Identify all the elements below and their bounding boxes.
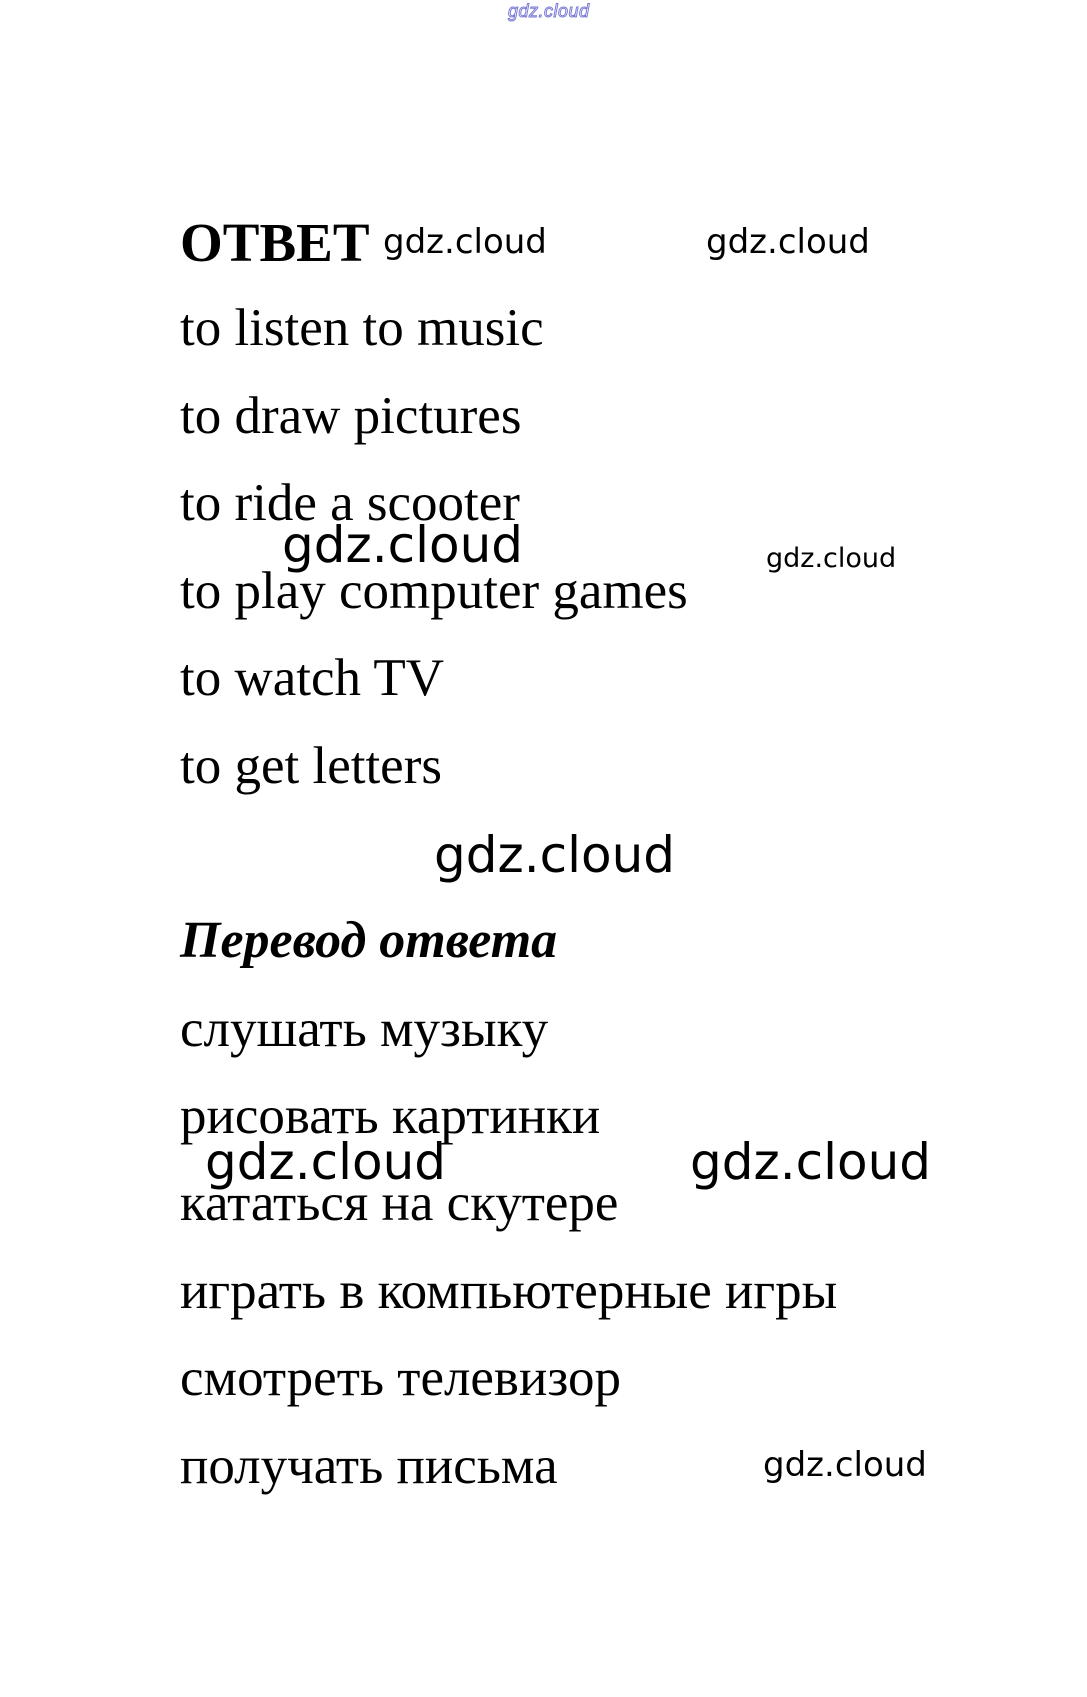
watermark: gdz.cloud (434, 826, 676, 884)
translation-line: играть в компьютерные игры (180, 1262, 838, 1320)
translation-line: кататься на скутере (180, 1174, 619, 1232)
answer-line: to draw pictures (180, 387, 522, 445)
watermark: gdz.cloud (766, 543, 897, 574)
watermark: gdz.cloud (282, 516, 524, 574)
translation-title: Перевод ответа (180, 912, 558, 969)
answer-line: to get letters (180, 737, 442, 795)
watermark: gdz.cloud (205, 1133, 447, 1191)
answer-line: to listen to music (180, 299, 544, 357)
answer-line: to ride a scooter (180, 474, 520, 532)
translation-line: получать письма (180, 1437, 558, 1495)
watermark: gdz.cloud (763, 1445, 927, 1485)
watermark: gdz.cloud (690, 1133, 932, 1191)
watermark-top: gdz.cloud (508, 1, 590, 21)
translation-line: рисовать картинки (180, 1087, 601, 1145)
watermark: gdz.cloud (383, 222, 547, 262)
translation-line: смотреть телевизор (180, 1349, 621, 1407)
watermark: gdz.cloud (706, 222, 870, 262)
translation-line: слушать музыку (180, 1000, 549, 1058)
answer-title: ОТВЕТ (180, 212, 370, 273)
answer-line: to watch TV (180, 649, 444, 707)
answer-line: to play computer games (180, 562, 688, 620)
